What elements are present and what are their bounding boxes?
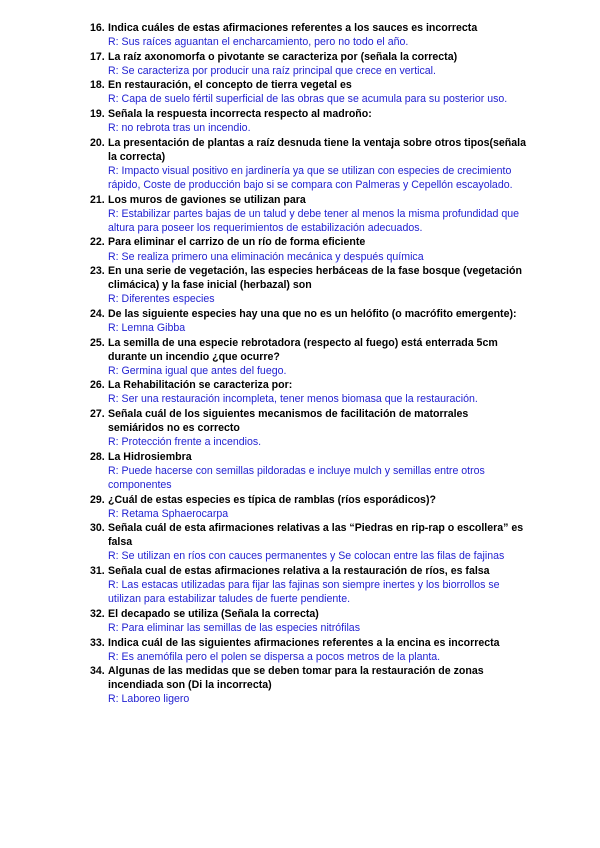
question-text: Para eliminar el carrizo de un río de forma eficiente bbox=[108, 236, 366, 249]
list-item bbox=[0, 21, 600, 49]
answer-text: R: Diferentes especies bbox=[108, 293, 215, 306]
question-number: 30. bbox=[90, 522, 105, 535]
question-number: 19. bbox=[90, 108, 105, 121]
question-text: Señala cuál de esta afirmaciones relativas a las “Piedras en rip-rap o escollera” es falsa bbox=[108, 522, 524, 549]
question-text: Indica cuál de las siguientes afirmaciones referentes a la encina es incorrecta bbox=[108, 636, 500, 649]
answer-text: R: Protección frente a incendios. bbox=[108, 436, 262, 449]
list-item bbox=[0, 307, 600, 335]
question-number: 23. bbox=[90, 265, 105, 278]
question-number: 33. bbox=[90, 636, 105, 649]
question-text: Señala cual de estas afirmaciones relativa a la restauración de ríos, es falsa bbox=[108, 565, 490, 578]
list-item bbox=[0, 407, 600, 449]
question-text: En una serie de vegetación, las especies herbáceas de la fase bosque (vegetación climácica) y la fase inicial (herbazal) son bbox=[108, 265, 522, 292]
question-text: Los muros de gaviones se utilizan para bbox=[108, 193, 306, 206]
question-number: 26. bbox=[90, 379, 105, 392]
question-number: 20. bbox=[90, 136, 105, 149]
question-number: 16. bbox=[90, 22, 105, 34]
question-number: 18. bbox=[90, 79, 105, 92]
answer-text: R: Impacto visual positivo en jardinería ya que se utilizan con especies de crecimiento rápido, Coste de producción bajo si se compara con Palmeras y Cepellón escayolado. bbox=[108, 164, 513, 192]
question-text: En restauración, el concepto de tierra vegetal es bbox=[108, 79, 352, 92]
list-item bbox=[0, 193, 600, 235]
question-text: Señala cuál de los siguientes mecanismos de facilitación de matorrales semiáridos no es correcto bbox=[108, 408, 469, 435]
answer-text: R: Sus raíces aguantan el encharcamiento, pero no todo el año. bbox=[108, 36, 409, 49]
answer-text: R: Se caracteriza por producir una raíz principal que crece en vertical. bbox=[108, 64, 436, 77]
question-text: La Hidrosiembra bbox=[108, 450, 192, 463]
question-number: 21. bbox=[90, 193, 105, 206]
list-item bbox=[0, 521, 600, 563]
list-item bbox=[0, 264, 600, 306]
question-number: 34. bbox=[90, 665, 105, 678]
list-item bbox=[0, 607, 600, 635]
question-number: 24. bbox=[90, 307, 105, 320]
question-text: ¿Cuál de estas especies es típica de ramblas (ríos esporádicos)? bbox=[108, 493, 436, 506]
question-text: La semilla de una especie rebrotadora (respecto al fuego) está enterrada 5cm durante un incendio ¿que ocurre? bbox=[108, 336, 498, 363]
list-item bbox=[0, 136, 600, 192]
answer-text: R: Se utilizan en ríos con cauces permanentes y Se colocan entre las filas de fajinas bbox=[108, 550, 505, 563]
list-item bbox=[0, 235, 600, 263]
question-number: 22. bbox=[90, 236, 105, 249]
answer-text: R: Es anemófila pero el polen se dispersa a pocos metros de la planta. bbox=[108, 650, 441, 663]
answer-text: R: Lemna Gibba bbox=[108, 321, 186, 334]
question-number: 25. bbox=[90, 336, 105, 349]
question-number: 27. bbox=[90, 408, 105, 421]
list-item bbox=[0, 378, 600, 406]
list-item bbox=[0, 107, 600, 135]
answer-text: R: no rebrota tras un incendio. bbox=[108, 122, 251, 135]
question-number: 29. bbox=[90, 493, 105, 506]
list-item bbox=[0, 636, 600, 664]
question-text: La presentación de plantas a raíz desnuda tiene la ventaja sobre otros tipos(señala la correcta) bbox=[108, 136, 526, 163]
answer-text: R: Capa de suelo fértil superficial de las obras que se acumula para su posterior uso. bbox=[108, 93, 508, 106]
list-item bbox=[0, 336, 600, 378]
question-text: Señala la respuesta incorrecta respecto al madroño: bbox=[108, 108, 372, 121]
list-item bbox=[0, 50, 600, 78]
question-text: De las siguiente especies hay una que no es un helófito (o macrófito emergente): bbox=[108, 307, 517, 320]
question-number: 32. bbox=[90, 607, 105, 620]
list-item bbox=[0, 664, 600, 706]
question-number: 28. bbox=[90, 450, 105, 463]
question-number: 17. bbox=[90, 50, 105, 63]
answer-text: R: Las estacas utilizadas para fijar las fajinas son siempre inertes y los biorrollos se utilizan para estabilizar taludes de fuerte pendiente. bbox=[108, 579, 500, 606]
answer-text: R: Germina igual que antes del fuego. bbox=[108, 364, 287, 377]
question-text: Algunas de las medidas que se deben tomar para la restauración de zonas incendiada son (Di la incorrecta) bbox=[108, 665, 484, 692]
answer-text: R: Estabilizar partes bajas de un talud y debe tener al menos la misma profundidad que altura para poseer los requerimientos de estabilización adecuados. bbox=[108, 207, 520, 234]
list-item bbox=[0, 564, 600, 606]
answer-text: R: Ser una restauración incompleta, tener menos biomasa que la restauración. bbox=[108, 393, 478, 406]
answer-text: R: Laboreo ligero bbox=[108, 693, 190, 706]
list-item bbox=[0, 493, 600, 521]
question-text: Indica cuáles de estas afirmaciones referentes a los sauces es incorrecta bbox=[108, 22, 478, 34]
question-text: La Rehabilitación se caracteriza por: bbox=[108, 379, 293, 392]
question-text: El decapado se utiliza (Señala la correcta) bbox=[108, 607, 319, 620]
answer-text: R: Puede hacerse con semillas pildoradas e incluye mulch y semillas entre otros componentes bbox=[108, 464, 485, 491]
answer-text: R: Para eliminar las semillas de las especies nitrófilas bbox=[108, 621, 360, 634]
list-item bbox=[0, 450, 600, 492]
answer-text: R: Retama Sphaerocarpa bbox=[108, 507, 229, 520]
list-item bbox=[0, 78, 600, 106]
answer-text: R: Se realiza primero una eliminación mecánica y después química bbox=[108, 250, 424, 263]
question-number: 31. bbox=[90, 565, 105, 578]
question-text: La raíz axonomorfa o pivotante se caracteriza por (señala la correcta) bbox=[108, 50, 458, 63]
question-list bbox=[0, 21, 600, 707]
